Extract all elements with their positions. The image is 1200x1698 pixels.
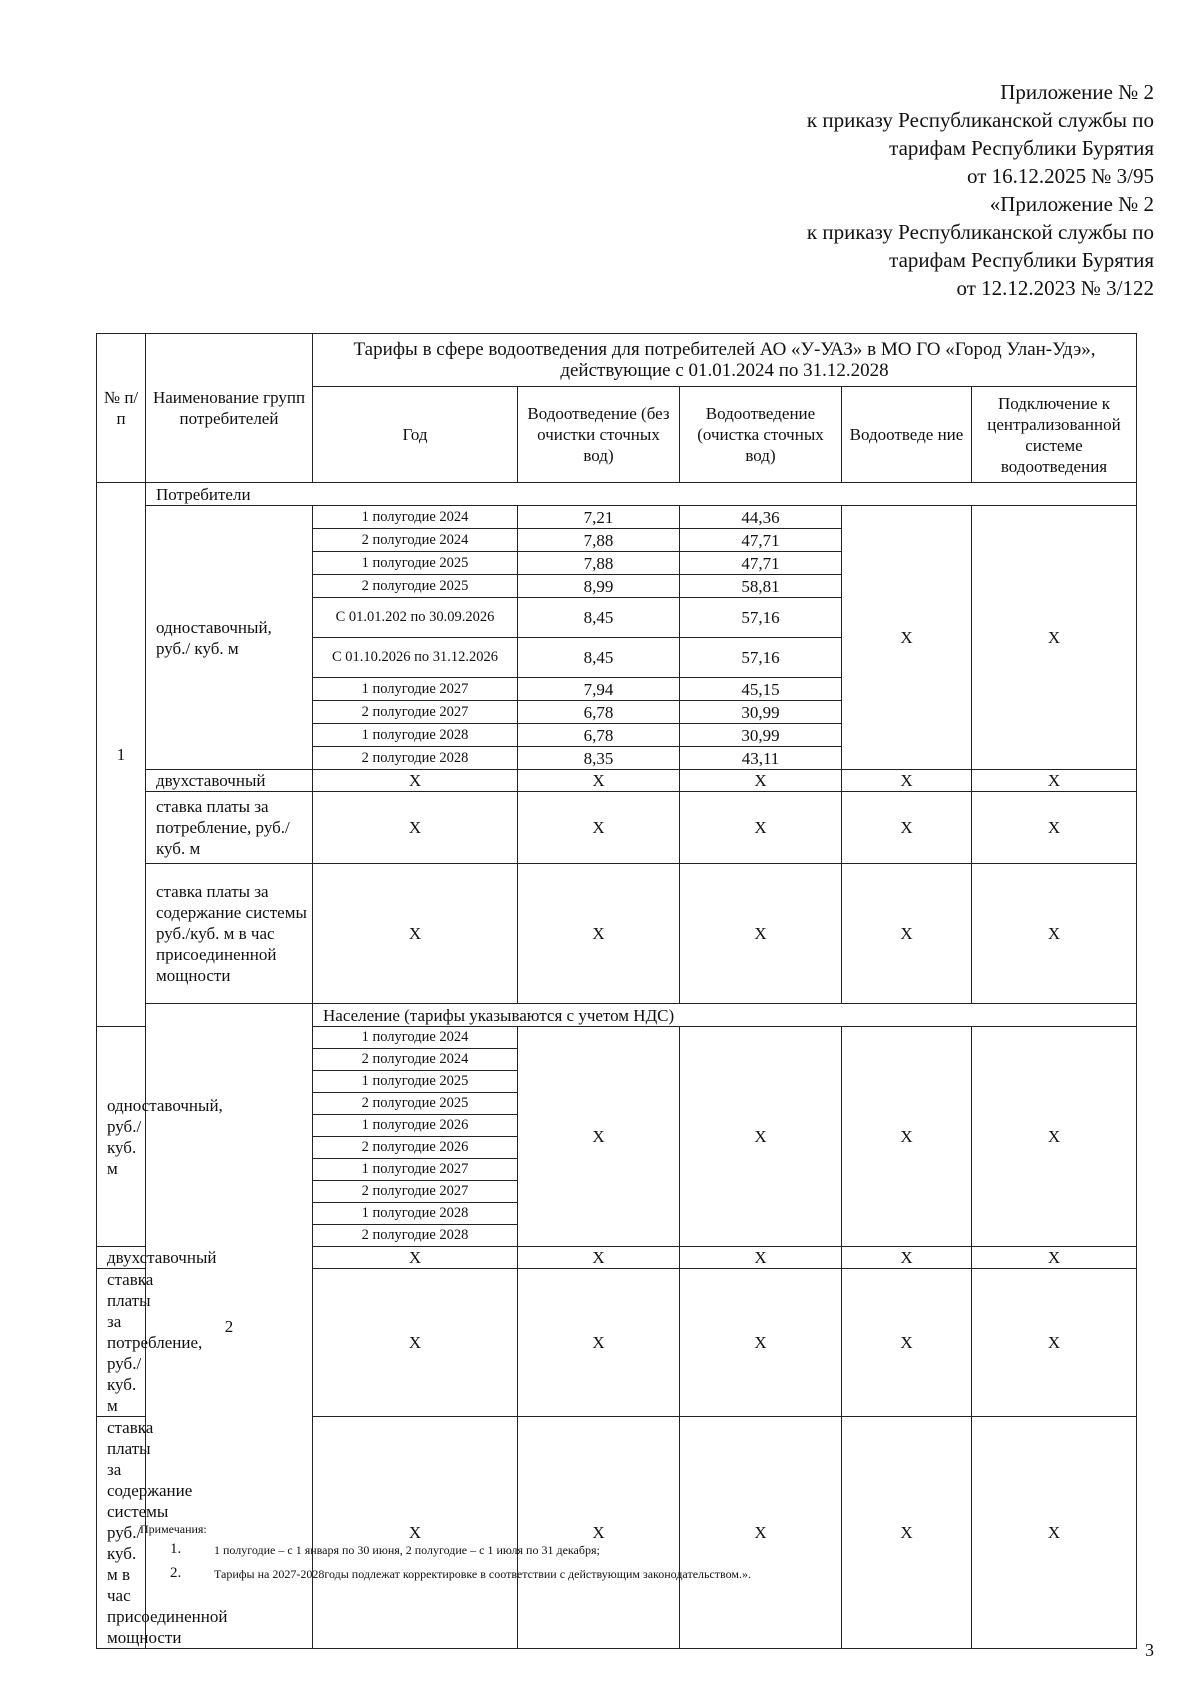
col-header-treatment: Водоотведение (очистка сточных вод) bbox=[680, 387, 842, 483]
header-line: к приказу Республиканской службы по bbox=[806, 220, 1154, 244]
tariff-value: 6,78 bbox=[518, 701, 680, 724]
header-line: Приложение № 2 bbox=[1000, 80, 1154, 104]
x-cell: X bbox=[313, 1269, 518, 1417]
x-cell: X bbox=[972, 1247, 1137, 1269]
notes-title: Примечания: bbox=[140, 1522, 207, 1536]
x-cell: X bbox=[518, 1269, 680, 1417]
header-line: от 12.12.2023 № 3/122 bbox=[956, 276, 1154, 300]
group-name: двухставочный bbox=[97, 1247, 146, 1269]
x-cell: X bbox=[518, 792, 680, 864]
period-cell: 1 полугодие 2027 bbox=[313, 678, 518, 701]
period-cell: 1 полугодие 2025 bbox=[313, 1071, 518, 1093]
x-cell: X bbox=[313, 864, 518, 1004]
x-cell: X bbox=[518, 770, 680, 792]
period-cell: 2 полугодие 2027 bbox=[313, 701, 518, 724]
period-cell: 2 полугодие 2025 bbox=[313, 575, 518, 598]
x-cell: X bbox=[680, 1417, 842, 1649]
tariff-value: 7,88 bbox=[518, 552, 680, 575]
tariff-value: 47,71 bbox=[680, 529, 842, 552]
x-cell: X bbox=[842, 770, 972, 792]
tariff-value: 57,16 bbox=[680, 598, 842, 638]
tariff-value: 30,99 bbox=[680, 701, 842, 724]
x-cell: X bbox=[972, 1269, 1137, 1417]
note-number: 1. bbox=[170, 1541, 182, 1557]
period-cell: 1 полугодие 2024 bbox=[313, 506, 518, 529]
x-cell: X bbox=[842, 792, 972, 864]
group-name: ставка платы за содержание системы руб./куб. м в час присоединенной мощности bbox=[146, 864, 313, 1004]
section-number: 2 bbox=[146, 1004, 313, 1649]
header-line: тарифам Республики Бурятия bbox=[889, 248, 1154, 272]
tariff-value: 44,36 bbox=[680, 506, 842, 529]
period-cell: 1 полугодие 2028 bbox=[313, 1203, 518, 1225]
period-cell: 1 полугодие 2026 bbox=[313, 1115, 518, 1137]
period-cell: 1 полугодие 2027 bbox=[313, 1159, 518, 1181]
x-cell: X bbox=[680, 770, 842, 792]
x-cell: X bbox=[680, 1247, 842, 1269]
x-cell: X bbox=[972, 1027, 1137, 1247]
tariff-value: 45,15 bbox=[680, 678, 842, 701]
tariff-value: 7,88 bbox=[518, 529, 680, 552]
period-cell: 2 полугодие 2028 bbox=[313, 747, 518, 770]
tariff-value: 43,11 bbox=[680, 747, 842, 770]
tariff-value: 47,71 bbox=[680, 552, 842, 575]
col-header-group: Наименование групп потребителей bbox=[146, 334, 313, 483]
period-cell: 1 полугодие 2024 bbox=[313, 1027, 518, 1049]
period-cell: 2 полугодие 2027 bbox=[313, 1181, 518, 1203]
section-title: Потребители bbox=[146, 483, 1137, 506]
x-cell: X bbox=[972, 864, 1137, 1004]
notes bbox=[140, 1522, 1040, 1589]
group-name: одноставочный, руб./ куб. м bbox=[97, 1027, 146, 1247]
group-name: ставка платы за содержание системы руб./куб. м в час присоединенной мощности bbox=[97, 1417, 146, 1649]
period-cell: 1 полугодие 2028 bbox=[313, 724, 518, 747]
tariff-value: 7,94 bbox=[518, 678, 680, 701]
note-item bbox=[140, 1541, 1040, 1559]
period-cell: С 01.01.202 по 30.09.2026 bbox=[313, 598, 518, 638]
col-header-no-treatment: Водоотведение (без очистки сточных вод) bbox=[518, 387, 680, 483]
note-text: 1 полугодие – с 1 января по 30 июня, 2 полугодие – с 1 июля по 31 декабря; bbox=[214, 1543, 600, 1557]
x-cell: X bbox=[972, 1417, 1137, 1649]
x-cell: X bbox=[972, 792, 1137, 864]
period-cell: 2 полугодие 2024 bbox=[313, 529, 518, 552]
x-cell: X bbox=[518, 1247, 680, 1269]
x-cell: X bbox=[313, 770, 518, 792]
x-cell: X bbox=[842, 1027, 972, 1247]
note-text: Тарифы на 2027-2028годы подлежат корректировке в соответствии с действующим законодательством.». bbox=[214, 1567, 751, 1581]
period-cell: 1 полугодие 2025 bbox=[313, 552, 518, 575]
document-header bbox=[554, 78, 1154, 302]
period-cell: С 01.10.2026 по 31.12.2026 bbox=[313, 638, 518, 678]
note-number: 2. bbox=[170, 1565, 182, 1581]
x-cell: X bbox=[972, 506, 1137, 770]
period-cell: 2 полугодие 2028 bbox=[313, 1225, 518, 1247]
tariff-value: 8,99 bbox=[518, 575, 680, 598]
note-item bbox=[140, 1565, 1040, 1583]
col-header-drainage: Водоотведе ние bbox=[842, 387, 972, 483]
section-number: 1 bbox=[97, 483, 146, 1027]
x-cell: X bbox=[842, 1269, 972, 1417]
x-cell: X bbox=[842, 506, 972, 770]
period-cell: 2 полугодие 2024 bbox=[313, 1049, 518, 1071]
x-cell: X bbox=[972, 770, 1137, 792]
header-line: тарифам Республики Бурятия bbox=[889, 136, 1154, 160]
section-title: Население (тарифы указываются с учетом НДС) bbox=[313, 1004, 1137, 1027]
header-line: к приказу Республиканской службы по bbox=[806, 108, 1154, 132]
x-cell: X bbox=[518, 1027, 680, 1247]
x-cell: X bbox=[680, 864, 842, 1004]
tariff-value: 8,45 bbox=[518, 638, 680, 678]
x-cell: X bbox=[680, 1269, 842, 1417]
tariff-value: 30,99 bbox=[680, 724, 842, 747]
x-cell: X bbox=[518, 864, 680, 1004]
tariff-value: 58,81 bbox=[680, 575, 842, 598]
tariff-value: 8,35 bbox=[518, 747, 680, 770]
x-cell: X bbox=[680, 792, 842, 864]
col-header-year: Год bbox=[313, 387, 518, 483]
x-cell: X bbox=[313, 1247, 518, 1269]
group-name: ставка платы за потребление, руб./ куб. м bbox=[97, 1269, 146, 1417]
tariff-value: 8,45 bbox=[518, 598, 680, 638]
period-cell: 2 полугодие 2026 bbox=[313, 1137, 518, 1159]
table-title: Тарифы в сфере водоотведения для потребителей АО «У-УАЗ» в МО ГО «Город Улан-Удэ», действующие с 01.01.2024 по 31.12.2028 bbox=[313, 334, 1137, 387]
tariff-value: 6,78 bbox=[518, 724, 680, 747]
x-cell: X bbox=[518, 1417, 680, 1649]
page-number: 3 bbox=[1145, 1640, 1154, 1660]
col-header-connection: Подключение к централизованной системе водоотведения bbox=[972, 387, 1137, 483]
period-cell: 2 полугодие 2025 bbox=[313, 1093, 518, 1115]
x-cell: X bbox=[313, 1417, 518, 1649]
col-header-num: № п/п bbox=[97, 334, 146, 483]
group-name: ставка платы за потребление, руб./ куб. м bbox=[146, 792, 313, 864]
x-cell: X bbox=[842, 864, 972, 1004]
x-cell: X bbox=[680, 1027, 842, 1247]
header-line: от 16.12.2025 № 3/95 bbox=[966, 164, 1154, 188]
tariff-value: 57,16 bbox=[680, 638, 842, 678]
group-name: двухставочный bbox=[146, 770, 313, 792]
x-cell: X bbox=[842, 1417, 972, 1649]
group-name: одноставочный, руб./ куб. м bbox=[146, 506, 313, 770]
x-cell: X bbox=[313, 792, 518, 864]
tariff-table bbox=[96, 333, 1137, 1649]
header-line: «Приложение № 2 bbox=[989, 192, 1154, 216]
x-cell: X bbox=[842, 1247, 972, 1269]
tariff-value: 7,21 bbox=[518, 506, 680, 529]
